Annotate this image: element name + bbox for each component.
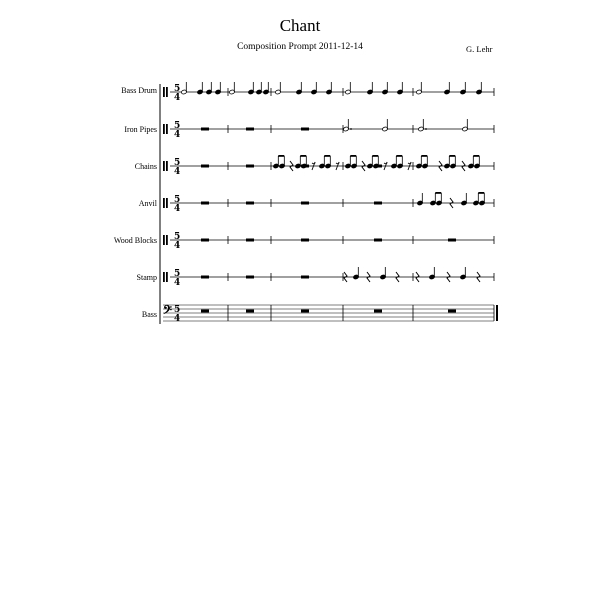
whole-rest: [246, 276, 254, 279]
whole-rest: [201, 165, 209, 168]
percussion-clef: [166, 235, 168, 245]
whole-rest: [448, 310, 456, 313]
whole-rest: [301, 310, 309, 313]
whole-rest: [374, 202, 382, 205]
instrument-label-wood-blocks: Wood Blocks: [113, 236, 157, 245]
composer-name: G. Lehr: [466, 44, 493, 54]
whole-rest: [448, 239, 456, 242]
percussion-clef: [166, 124, 168, 134]
whole-rest: [246, 310, 254, 313]
percussion-clef: [166, 87, 168, 97]
percussion-clef: [163, 198, 165, 208]
time-signature-numerator: 5: [174, 195, 181, 205]
whole-rest: [201, 202, 209, 205]
whole-rest: [201, 239, 209, 242]
instrument-label-anvil: Anvil: [138, 199, 157, 208]
percussion-clef: [163, 124, 165, 134]
percussion-clef: [166, 272, 168, 282]
whole-rest: [301, 239, 309, 242]
note-beam: [300, 155, 306, 157]
time-signature-numerator: 5: [174, 232, 181, 242]
percussion-clef: [166, 161, 168, 171]
time-signature-denominator: 4: [174, 278, 181, 288]
time-signature-numerator: 5: [174, 121, 181, 131]
time-signature-denominator: 4: [174, 241, 181, 251]
whole-rest: [201, 128, 209, 131]
percussion-clef: [163, 87, 165, 97]
note-beam: [350, 155, 356, 157]
note-beam: [449, 155, 455, 157]
percussion-clef: [163, 161, 165, 171]
percussion-clef: [166, 198, 168, 208]
time-signature-denominator: 4: [174, 130, 181, 140]
note-beam: [278, 155, 284, 157]
whole-rest: [246, 239, 254, 242]
time-signature-numerator: 5: [174, 305, 181, 315]
instrument-label-bass-drum: Bass Drum: [121, 86, 157, 95]
whole-rest: [301, 202, 309, 205]
note-beam: [372, 155, 378, 157]
instrument-label-stamp: Stamp: [136, 273, 157, 282]
time-signature-denominator: 4: [174, 204, 181, 214]
time-signature-denominator: 4: [174, 167, 181, 177]
whole-rest: [246, 202, 254, 205]
note-beam: [478, 192, 484, 194]
percussion-clef: [163, 272, 165, 282]
whole-rest: [301, 128, 309, 131]
augmentation-dot: [425, 128, 427, 130]
score-title: Chant: [279, 16, 321, 35]
whole-rest: [374, 310, 382, 313]
time-signature-denominator: 4: [174, 93, 181, 103]
instrument-label-chains: Chains: [134, 162, 157, 171]
note-beam: [396, 155, 402, 157]
score-subtitle: Composition Prompt 2011-12-14: [237, 42, 363, 52]
note-beam: [435, 192, 441, 194]
time-signature-numerator: 5: [174, 269, 181, 279]
whole-rest: [246, 128, 254, 131]
whole-rest: [374, 239, 382, 242]
time-signature-denominator: 4: [174, 314, 181, 324]
time-signature-numerator: 5: [174, 158, 181, 168]
note-beam: [473, 155, 479, 157]
whole-rest: [301, 276, 309, 279]
bass-clef-icon: 𝄢: [163, 304, 173, 320]
whole-rest: [201, 276, 209, 279]
note-beam: [324, 155, 330, 157]
note-beam: [421, 155, 427, 157]
instrument-label-bass: Bass: [141, 310, 157, 319]
instrument-label-iron-pipes: Iron Pipes: [124, 125, 157, 134]
percussion-clef: [163, 235, 165, 245]
whole-rest: [201, 310, 209, 313]
time-signature-numerator: 5: [174, 84, 181, 94]
augmentation-dot: [350, 128, 352, 130]
whole-rest: [246, 165, 254, 168]
